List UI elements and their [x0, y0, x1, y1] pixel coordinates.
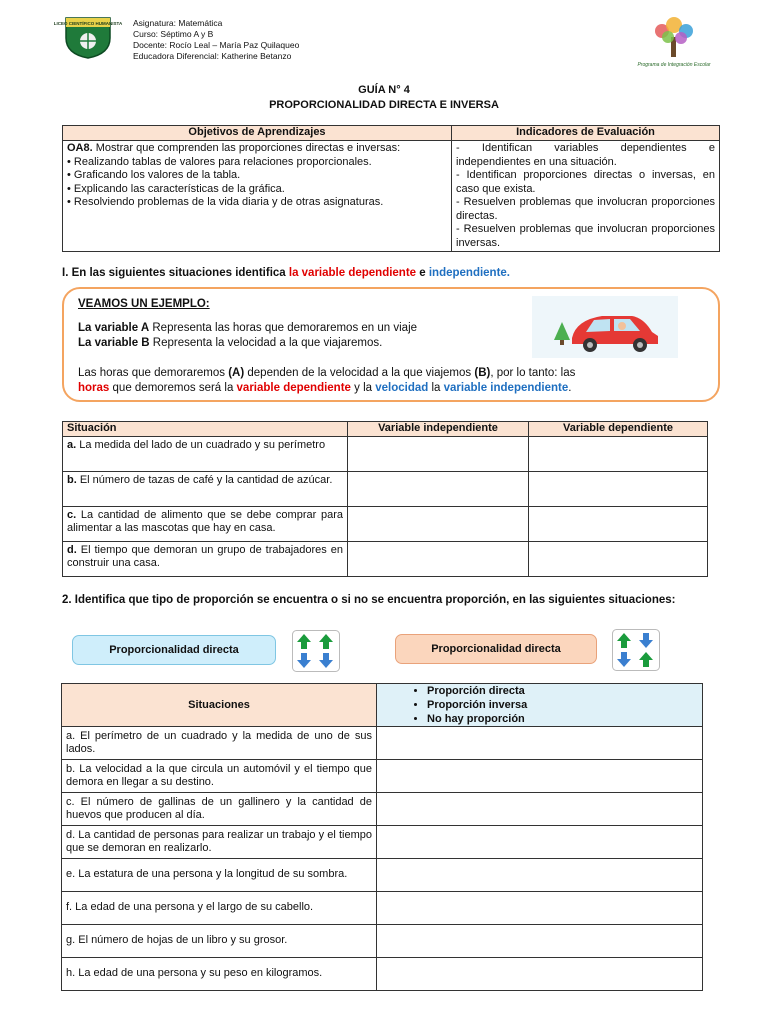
pie-logo-text: Programa de Integración Escolar	[637, 62, 711, 68]
variables-table	[62, 421, 708, 577]
answer-cell[interactable]	[377, 892, 703, 925]
page-title	[0, 83, 768, 113]
guide-number: GUÍA N° 4	[358, 84, 410, 96]
school-logo	[53, 14, 123, 60]
indicator-item: - Identifican proporciones directas o inversas, en caso que exista.	[456, 169, 715, 195]
subject-line: Asignatura: Matemática	[133, 18, 223, 28]
oa-text: Mostrar que comprenden las proporciones directas e inversas:	[92, 142, 401, 154]
option-none: • No hay proporción	[427, 712, 702, 726]
direct-proportion-arrows-icon	[292, 630, 340, 672]
direct-proportion-pill: Proporcionalidad directa	[72, 635, 276, 665]
oa-item: • Realizando tablas de valores para relaciones proporcionales.	[67, 155, 372, 168]
educator-line: Educadora Diferencial: Katherine Betanzo	[133, 51, 292, 61]
table-row: b. La velocidad a la que circula un automóvil y el tiempo que demora en llegar a su destino.	[62, 760, 703, 793]
teacher-line: Docente: Rocío Leal – María Paz Quilaqueo	[133, 40, 300, 50]
car-illustration	[532, 296, 678, 358]
indicators-cell	[452, 141, 720, 252]
example-explanation: Las horas que demoraremos (A) dependen de la velocidad a la que viajemos (B), por lo tanto: las horas que demoremos será la variable dependiente y la velocidad la variable independiente.	[78, 367, 576, 394]
dependent-label: la variable dependiente	[288, 267, 417, 279]
oa-item: • Graficando los valores de la tabla.	[67, 169, 241, 181]
situations-table	[61, 683, 703, 991]
table-row: c. La cantidad de alimento que se debe comprar para alimentar a las mascotas que hay en casa.	[63, 507, 708, 542]
dependent-header: Variable dependiente	[529, 422, 708, 437]
dependent-answer-cell[interactable]	[529, 542, 708, 577]
table-row: a. El perímetro de un cuadrado y la medida de uno de sus lados.	[62, 727, 703, 760]
answer-cell[interactable]	[377, 859, 703, 892]
oa-item: • Resolviendo problemas de la vida diaria y de otras asignaturas.	[67, 196, 384, 208]
independent-answer-cell[interactable]	[348, 507, 529, 542]
option-inverse: • Proporción inversa	[427, 698, 702, 712]
guide-topic: PROPORCIONALIDAD DIRECTA E INVERSA	[269, 99, 499, 111]
independent-answer-cell[interactable]	[348, 542, 529, 577]
inverse-proportion-pill: Proporcionalidad directa	[395, 634, 597, 664]
inverse-proportion-arrows-icon	[612, 629, 660, 671]
situations-header: Situaciones	[62, 684, 377, 727]
dependent-answer-cell[interactable]	[529, 437, 708, 472]
answer-cell[interactable]	[377, 760, 703, 793]
oa-item: • Explicando las características de la gráfica.	[67, 182, 285, 195]
answer-cell[interactable]	[377, 793, 703, 826]
school-logo-text: LICEO CIENTÍFICO HUMANISTA	[53, 21, 123, 26]
table-row: c. El número de gallinas de un gallinero y la cantidad de huevos que producen al día.	[62, 793, 703, 826]
indicators-header: Indicadores de Evaluación	[452, 126, 720, 141]
example-title: VEAMOS UN EJEMPLO:	[78, 298, 210, 310]
table-row: e. La estatura de una persona y la longitud de su sombra.	[62, 859, 703, 892]
question-1: I. En las siguientes situaciones identifica la variable dependiente e independiente.	[62, 267, 511, 279]
table-row: d. La cantidad de personas para realizar un trabajo y el tiempo que se demoran en realizarlo.	[62, 826, 703, 859]
answer-cell[interactable]	[377, 925, 703, 958]
course-line: Curso: Séptimo A y B	[133, 29, 214, 39]
dependent-answer-cell[interactable]	[529, 507, 708, 542]
independent-answer-cell[interactable]	[348, 437, 529, 472]
table-row: f. La edad de una persona y el largo de su cabello.	[62, 892, 703, 925]
header-info	[133, 18, 299, 62]
answer-cell[interactable]	[377, 727, 703, 760]
objectives-cell	[63, 141, 452, 252]
table-row: d. El tiempo que demoran un grupo de trabajadores en construir una casa.	[63, 542, 708, 577]
independent-label: independiente.	[428, 267, 511, 279]
independent-answer-cell[interactable]	[348, 472, 529, 507]
independent-header: Variable independiente	[348, 422, 529, 437]
variable-a-line: La variable A Representa las horas que demoraremos en un viaje	[78, 322, 418, 334]
situation-header: Situación	[63, 422, 348, 437]
option-direct: • Proporción directa	[427, 684, 702, 698]
indicator-item: - Resuelven problemas que involucran proporciones directas.	[456, 196, 715, 222]
objectives-table	[62, 125, 720, 252]
indicator-item: - Identifican variables dependientes e independientes en una situación.	[456, 142, 715, 168]
table-row: g. El número de hojas de un libro y su grosor.	[62, 925, 703, 958]
oa-code: OA8.	[67, 142, 93, 154]
objectives-header: Objetivos de Aprendizajes	[63, 126, 452, 141]
table-row: a. La medida del lado de un cuadrado y su perímetro	[63, 437, 708, 472]
answer-cell[interactable]	[377, 826, 703, 859]
options-header	[377, 684, 703, 727]
question-2: 2. Identifica que tipo de proporción se encuentra o si no se encuentra proporción, en las siguientes situaciones:	[62, 594, 676, 606]
table-row: h. La edad de una persona y su peso en kilogramos.	[62, 958, 703, 991]
indicator-item: - Resuelven problemas que involucran proporciones inversas.	[456, 223, 715, 249]
table-row: b. El número de tazas de café y la cantidad de azúcar.	[63, 472, 708, 507]
pie-tree-logo	[638, 15, 710, 70]
answer-cell[interactable]	[377, 958, 703, 991]
dependent-answer-cell[interactable]	[529, 472, 708, 507]
variable-b-line: La variable B Representa la velocidad a la que viajaremos.	[78, 337, 383, 349]
